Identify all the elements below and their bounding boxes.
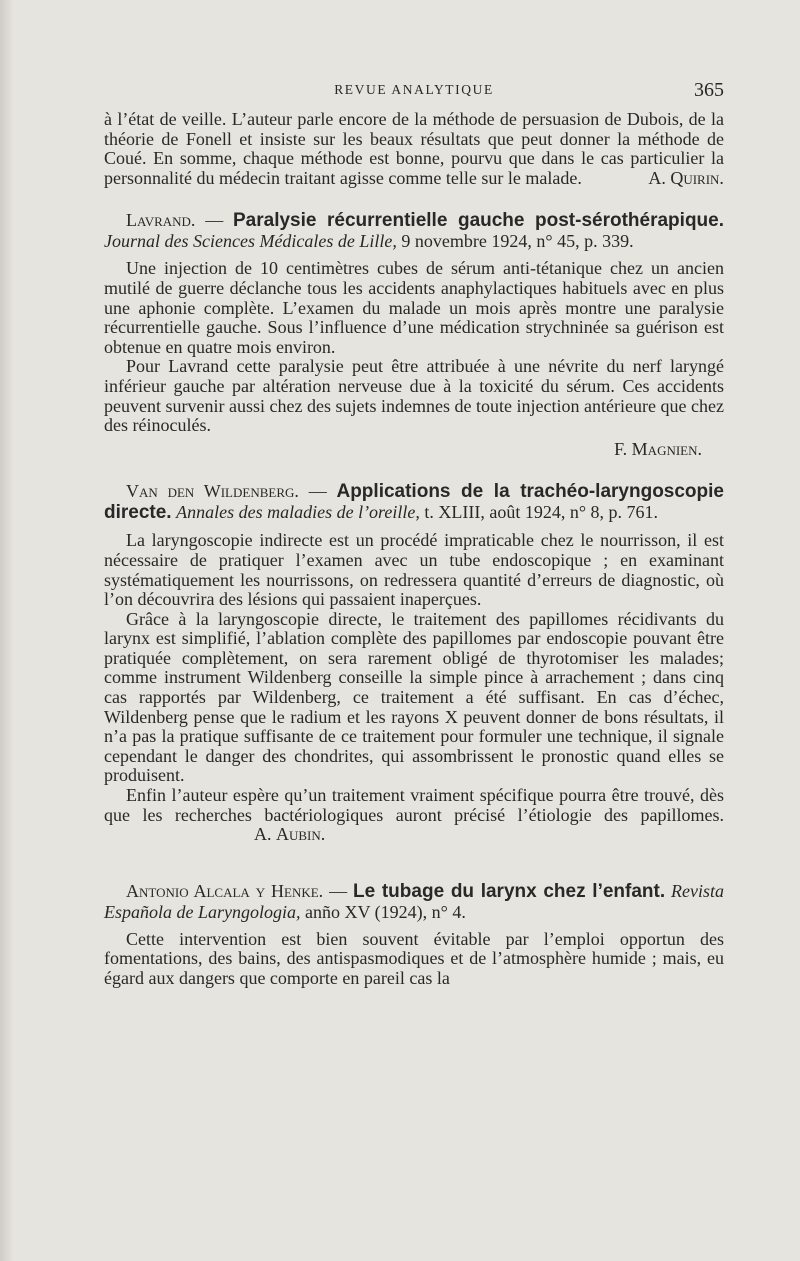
review-dash: — bbox=[323, 880, 353, 901]
review-author: Van den Wildenberg. bbox=[126, 481, 299, 502]
continuation-paragraph bbox=[104, 110, 724, 188]
review-title: Le tubage du larynx chez l’enfant. bbox=[353, 880, 666, 902]
review-title: Applications de la trachéo-laryngoscopie directe. bbox=[104, 481, 724, 524]
review-author: Antonio Alcala y Henke. bbox=[126, 880, 324, 901]
review-entry bbox=[104, 210, 724, 459]
review-heading bbox=[104, 481, 724, 523]
running-title: REVUE ANALYTIQUE bbox=[334, 82, 494, 97]
review-signature-initial: A. bbox=[254, 824, 272, 845]
review-signature-name: Magnien. bbox=[631, 438, 702, 459]
review-paragraph-text: Enfin l’auteur espère qu’un traitement vraiment spécifique pourra être trouvé, dès que les recherches bactériologiques auront précisé l’étiologie des papillomes. bbox=[104, 785, 724, 825]
review-journal: Annales des maladies de l’oreille, bbox=[176, 502, 420, 523]
review-signature-initial: F. bbox=[614, 438, 628, 459]
page-number: 365 bbox=[694, 79, 724, 101]
continuation-text: à l’état de veille. L’auteur parle encore de la méthode de persuasion de Dubois, de la théorie de Fonell et insiste sur les beaux résultats que peut donner la méthode de Coué. En somme, chaque méthode est bonne, pourvu que dans le cas particulier la personnalité du médecin traitant agisse comme telle sur le malade. bbox=[104, 109, 724, 188]
review-paragraph: La laryngoscopie indirecte est un procédé impraticable chez le nourrisson, il est nécessaire de pratiquer l’examen avec un tube endoscopique ; en examinant systématiquement les nourrissons, on redressera quantité d’erreurs de diagnostic, où l’on découvrira des lésions qui passaient inaperçues. bbox=[104, 530, 724, 610]
review-details: anño XV (1924), n° 4. bbox=[300, 901, 466, 922]
review-paragraph: Une injection de 10 centimètres cubes de sérum anti-tétanique chez un ancien mutilé de guerre déclanche tous les accidents anaphylactiques habituels avec en plus une aphonie complète. L’examen du malade un mois après montre une paralysie récurrentielle gauche. Sous l’influence d’une médication strychninée sa guérison est obtenue en quatre mois environ. bbox=[104, 258, 724, 357]
review-dash: — bbox=[298, 481, 337, 502]
review-entry bbox=[104, 881, 724, 989]
review-journal: Revista Española de Laryngologia, bbox=[104, 880, 725, 922]
review-paragraph bbox=[104, 786, 724, 845]
review-paragraph: Grâce à la laryngoscopie directe, le traitement des papillomes récidivants du larynx est simplifié, l’ablation complète des papillomes par endoscopie pouvant être pratiquée complètement, on sera rarement obligé de thyrotomiser les malades; comme instrument Wildenberg conseille la simple pince à arrachement ; dans cinq cas rapportés par Wildenberg, ce traitement a été suffisant. En cas d’échec, Wildenberg pense que le radium et les rayons X peuvent donner de bons résultats, il n’a pas la pratique suffisante de ce traitement pour formuler une technique, il signale cependant le danger des chondrites, qui assombrissent le pronostic quand elles se produisent. bbox=[104, 608, 724, 786]
review-signature bbox=[104, 440, 724, 460]
review-dash: — bbox=[195, 210, 233, 231]
review-author: Lavrand. bbox=[126, 210, 196, 231]
review-signature-name: Aubin. bbox=[276, 824, 326, 845]
page-edge-shadow bbox=[0, 0, 14, 1261]
review-heading bbox=[104, 210, 724, 251]
review-paragraph: Pour Lavrand cette paralysie peut être attribuée à une névrite du nerf laryngé inférieur gauche par altération nerveuse due à la toxicité du sérum. Ces accidents peuvent survenir aussi chez des sujets indemnes de toute injection antérieure que chez des réinoculés. bbox=[104, 356, 724, 436]
continuation-signature-name: Quirin. bbox=[670, 167, 724, 188]
review-title: Paralysie récurrentielle gauche post-sérothérapique. bbox=[233, 210, 725, 232]
text-column bbox=[104, 79, 725, 989]
review-entry bbox=[104, 481, 724, 845]
review-heading bbox=[104, 881, 724, 922]
review-details: 9 novembre 1924, n° 45, p. 339. bbox=[396, 231, 634, 252]
review-details: t. XLIII, août 1924, n° 8, p. 761. bbox=[419, 502, 659, 523]
running-head bbox=[104, 79, 724, 110]
review-journal: Journal des Sciences Médicales de Lille, bbox=[104, 231, 397, 252]
continuation-signature-initial: A. bbox=[648, 167, 666, 188]
review-paragraph: Cette intervention est bien souvent évitable par l’emploi opportun des fomentations, des bains, des antispasmodiques et de l’atmosphère humide ; mais, eu égard aux dangers que comporte en pareil cas la bbox=[104, 928, 724, 988]
